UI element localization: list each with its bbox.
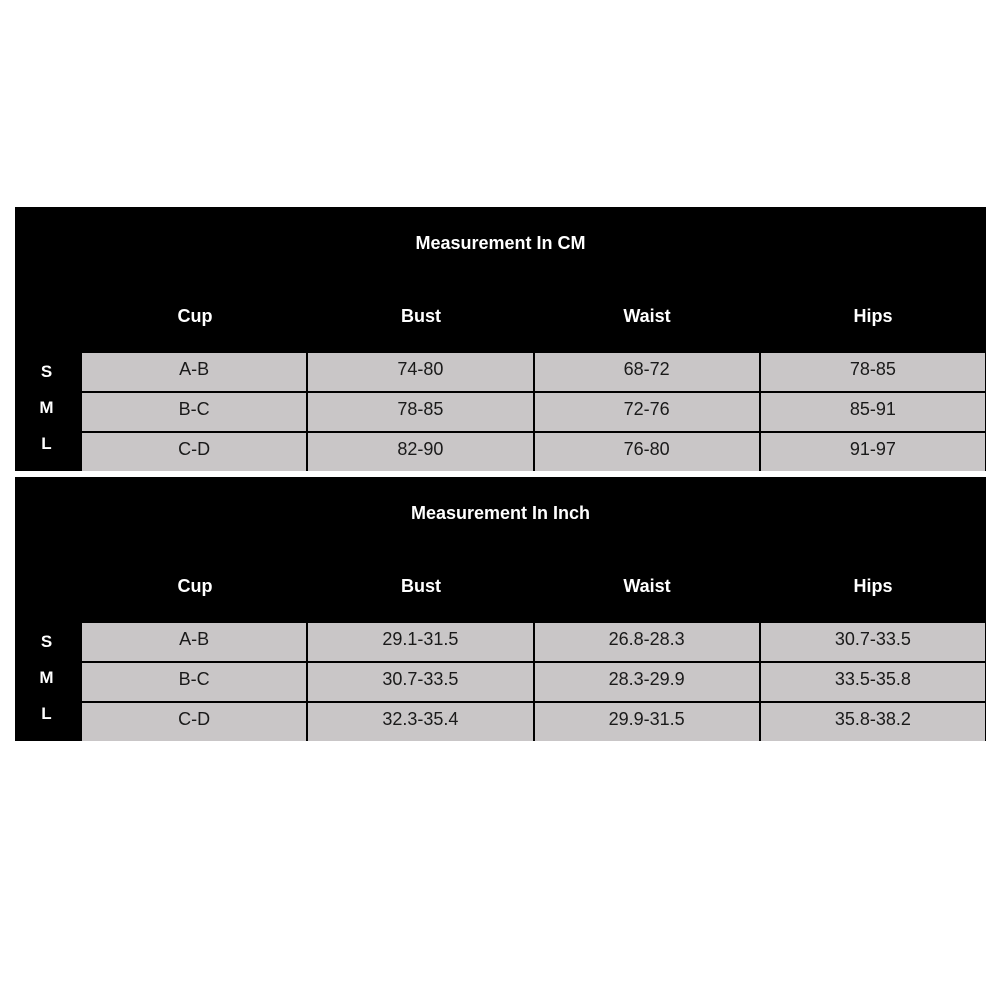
size-label: S [40,362,53,381]
column-headers [82,576,986,598]
table-cell: 78-85 [308,393,532,431]
column-header-bust: Bust [401,306,441,326]
table-cell: 85-91 [761,393,985,431]
table-cell: 74-80 [308,353,532,391]
column-header-hips: Hips [853,576,893,596]
column-header-cup: Cup [177,576,213,596]
table-cell: 30.7-33.5 [308,663,532,701]
table-cell: C-D [82,703,306,741]
table-cell: C-D [82,433,306,471]
table-cell: 68-72 [535,353,759,391]
size-chart-inch [15,477,986,741]
table-cell: 33.5-35.8 [761,663,985,701]
table-cell: 28.3-29.9 [535,663,759,701]
table-title: Measurement In CM [415,233,586,253]
table-cell: 32.3-35.4 [308,703,532,741]
table-cell: 35.8-38.2 [761,703,985,741]
measurement-grid [82,623,985,741]
size-label: S [40,632,53,651]
table-cell: 29.9-31.5 [535,703,759,741]
column-header-waist: Waist [623,306,671,326]
table-cell: B-C [82,393,306,431]
table-cell: 78-85 [761,353,985,391]
size-label: M [39,668,54,687]
size-chart-cm [15,207,986,471]
size-label: L [41,704,52,723]
table-cell: 72-76 [535,393,759,431]
table-cell: 26.8-28.3 [535,623,759,661]
table-cell: 82-90 [308,433,532,471]
table-cell: A-B [82,623,306,661]
size-label: L [41,434,52,453]
table-cell: 30.7-33.5 [761,623,985,661]
table-cell: A-B [82,353,306,391]
column-header-cup: Cup [177,306,213,326]
table-cell: 29.1-31.5 [308,623,532,661]
table-cell: B-C [82,663,306,701]
measurement-grid [82,353,985,471]
column-headers [82,306,986,328]
table-cell: 76-80 [535,433,759,471]
size-labels [15,354,82,462]
table-title: Measurement In Inch [410,503,591,523]
column-header-bust: Bust [401,576,441,596]
column-header-waist: Waist [623,576,671,596]
table-cell: 91-97 [761,433,985,471]
column-header-hips: Hips [853,306,893,326]
size-labels [15,624,82,732]
size-label: M [39,398,54,417]
